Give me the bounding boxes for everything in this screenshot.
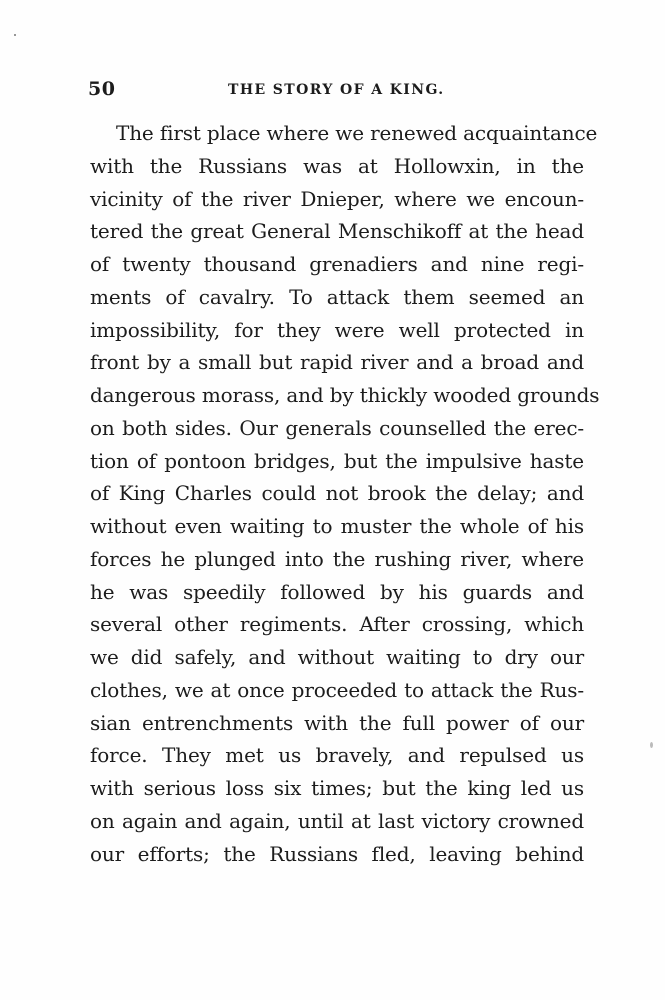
text-line: we did safely, and without waiting to dry our — [90, 645, 584, 669]
text-line: several other regiments. After crossing, which — [90, 612, 584, 637]
text-line: on both sides. Our generals counselled the erec- — [90, 415, 584, 440]
text-line: on again and again, until at last victory crowned — [90, 808, 584, 833]
text-line: of twenty thousand grenadiers and nine regi- — [90, 252, 584, 276]
text-line: ments of cavalry. To attack them seemed an — [90, 284, 584, 309]
text-line: The first place where we renewed acquaintance — [116, 121, 598, 145]
text-line: vicinity of the river Dnieper, where we encoun- — [90, 186, 584, 211]
text-line: with the Russians was at Hollowxin, in the — [90, 153, 584, 178]
paper-speck — [650, 742, 653, 748]
text-line: without even waiting to muster the whole of his — [90, 514, 584, 538]
text-line: forces he plunged into the rushing river, where — [90, 546, 584, 571]
text-line: clothes, we at once proceeded to attack the Rus- — [90, 677, 584, 702]
text-line: force. They met us bravely, and repulsed us — [90, 743, 584, 768]
text-line: front by a small but rapid river and a broad and — [90, 350, 584, 375]
text-line: tion of pontoon bridges, but the impulsive haste — [90, 448, 584, 473]
running-title: THE STORY OF A KING. — [228, 82, 445, 98]
text-line: dangerous morass, and by thickly wooded grounds — [90, 383, 600, 407]
running-head — [88, 78, 586, 102]
text-line: sian entrenchments with the full power of our — [90, 710, 584, 735]
text-line: of King Charles could not brook the delay; and — [90, 481, 584, 506]
text-line: impossibility, for they were well protected in — [90, 317, 584, 342]
page-number: 50 — [88, 78, 116, 100]
body-paragraph — [90, 117, 600, 870]
paper-speck — [14, 34, 16, 36]
text-line: with serious loss six times; but the king led us — [90, 776, 584, 800]
text-line: tered the great General Menschikoff at the head — [90, 219, 584, 244]
text-line: he was speedily followed by his guards and — [90, 579, 584, 604]
text-line: our efforts; the Russians fled, leaving behind — [90, 841, 584, 866]
